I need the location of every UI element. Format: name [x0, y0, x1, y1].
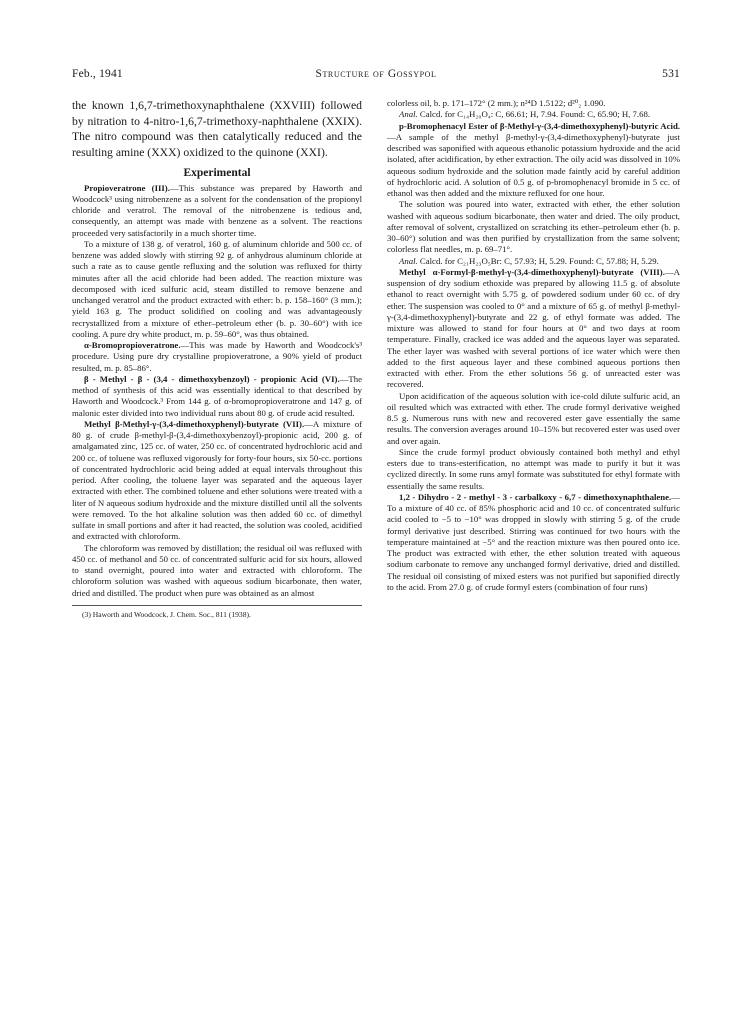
paragraph-workup: The solution was poured into water, extracted with ether, the ether solution washed with aqueous sodium bicarbonate, then water and dried. The oily product, after removal of solvent, crystallized on scratching its ether–petroleum ether (b. p. 30–60°) solution and was then purified by crystallization from the same solvent; colorless flat needles, m. p. 69–71°.	[387, 199, 680, 255]
paragraph-body: —To a mixture of 40 cc. of 85% phosphoric acid and 10 cc. of concentrated sulfuric acid cooled to −5 to −10° was dropped in slowly with stirring 5 g. of the crude formyl derivative just described. Stirring was continued for two hours with the temperature maintained at −5° and the reaction mixture was then poured onto ice. The product was extracted with ether, the ether solution treated with aqueous sodium carbonate to remove any unchanged formyl derivative, dried and distilled. The residual oil consisting of mixed esters was not purified but saponified directly to the acid. From 27.0 g. of crude formyl esters (combination of four runs)	[387, 491, 680, 592]
left-column	[72, 98, 362, 620]
section-heading-experimental: Experimental	[183, 167, 251, 180]
analysis-values: Calcd. for C₁₄H₂₀O₄: C, 66.61; H, 7.94. Found: C, 65.90; H, 7.68.	[419, 109, 651, 120]
paragraph-body: —This was made by Haworth and Woodcock's³ procedure. Using pure dry crystalline propioveratrone, a 90% yield of product resulted, m. p. 85–86°.	[72, 340, 362, 373]
paragraph-body: —A sample of the methyl β-methyl-γ-(3,4-dimethoxyphenyl)-butyrate just described was saponified with aqueous ethanolic potassium hydroxide and the acid isolated, after acidification, by ether extraction. The oily acid was dissolved in 10% aqueous sodium hydroxide and the solution made faintly acid by careful addition of hydrochloric acid. A solution of 0.5 g. of p-bromophenacyl bromide in 5 cc. of ethanol was then added and the mixture refluxed for one hour.	[387, 131, 680, 198]
paragraph-propioveratrone	[72, 183, 362, 239]
footnote-divider	[72, 605, 362, 606]
analysis-values: Calcd. for C₂₁H₂₃O₅Br: C, 57.93; H, 5.29. Found: C, 57.88; H, 5.29.	[419, 255, 659, 266]
paragraph-heading: Methyl β-Methyl-γ-(3,4-dimethoxyphenyl)-butyrate (VII).	[84, 418, 305, 429]
analysis-label: Anal.	[399, 109, 418, 120]
paragraph-bromophenacyl-ester	[387, 121, 680, 200]
analysis-1	[387, 109, 680, 120]
running-head-title: Structure of Gossypol	[315, 68, 437, 80]
paragraph-heading: β - Methyl - β - (3,4 - dimethoxybenzoyl) - propionic Acid (VI).	[84, 373, 340, 384]
paragraph-heading: α-Bromopropioveratrone.	[84, 340, 181, 351]
paragraph-dihydro-naphthalene	[387, 492, 680, 593]
paragraph-body: —A suspension of dry sodium ethoxide was prepared by allowing 11.5 g. of absolute ethanol to react overnight with 5.75 g. of powdered sodium under 60 cc. of dry ether. The suspension was cooled to 0° and a mixture of 65 g. of methyl β-methyl-γ-(3,4-dimethoxyphenyl)-butyrate and 22 g. of ethyl formate was added. The mixture was allowed to stand for four hours at 0° and two days at room temperature. Finally, cracked ice was added and the aqueous layer was separated. The ether layer was washed with several portions of ice water which were then added to the first aqueous layer and these combined aqueous portions then extracted with ether. From the ether solutions 56 g. of unreacted ester was recovered.	[387, 266, 680, 390]
paragraph-esterification: Since the crude formyl product obviously contained both methyl and ethyl esters due to trans-esterification, no attempt was made to purify it but it was cyclized directly. In some runs amyl formate was substituted for ethyl formate with essentially the same results.	[387, 446, 680, 491]
page-number: 531	[662, 68, 680, 80]
analysis-2	[387, 256, 680, 267]
paragraph-body: —The method of synthesis of this acid was essentially identical to that described by Haworth and Woodcock.³ From 144 g. of α-bromopropioveratrone and 147 g. of malonic ester divided into two individual runs about 80 g. of crude acid resulted.	[72, 373, 362, 418]
paragraph-heading: 1,2 - Dihydro - 2 - methyl - 3 - carbalkoxy - 6,7 - dimethoxynaphthalene.	[399, 491, 672, 502]
paragraph-heading: p-Bromophenacyl Ester of β-Methyl-γ-(3,4-dimethoxyphenyl)-butyric Acid.	[399, 120, 680, 131]
paragraph-heading: Methyl α-Formyl-β-methyl-γ-(3,4-dimethoxyphenyl)-butyrate (VIII).	[399, 266, 665, 277]
paragraph-continuation: colorless oil, b. p. 171–172° (2 mm.); n²⁴D 1.5122; d²⁰₂ 1.090.	[387, 98, 606, 108]
running-head-date: Feb., 1941	[72, 68, 123, 80]
paragraph-bromopropioveratrone	[72, 340, 362, 374]
analysis-label: Anal.	[399, 255, 418, 266]
paragraph-chloroform: The chloroform was removed by distillation; the residual oil was refluxed with 450 cc. of methanol and 50 cc. of concentrated sulfuric acid for six hours, allowed to stand overnight, poured into water and extracted with chloroform. The chloroform solution was washed with aqueous sodium bicarbonate, then water, dried and distilled. The product when pure was obtained as an almost	[72, 542, 362, 598]
paragraph-methyl-butyrate	[72, 419, 362, 543]
intro-continuation: the known 1,6,7-trimethoxynaphthalene (XXVIII) followed by nitration to 4-nitro-1,6,7-trimethoxy-naphthalene (XXIX). The nitro compound was then catalytically reduced and the resulting amine (XXX) oxidized to the quinone (XXI).	[72, 99, 362, 159]
running-head	[72, 68, 680, 84]
paragraph-body: —This substance was prepared by Haworth and Woodcock³ using nitrobenzene as a solvent for the condensation of the propionyl chloride and veratrol. The removal of the nitrobenzene is tedious and, consequently, an attempt was made with benzene as a solvent. The reactions proceeded very satisfactorily in a much shorter time.	[72, 182, 362, 238]
paragraph-acidification: Upon acidification of the aqueous solution with ice-cold dilute sulfuric acid, an oil resulted which was extracted with ether. The crude formyl derivative weighed 8.5 g. Numerous runs with new and recovered ester gave essentially the same results. The conversion averages around 10–15% but recovered ester was used over and over again.	[387, 390, 680, 446]
footnote-3: (3) Haworth and Woodcock, J. Chem. Soc., 811 (1938).	[82, 609, 251, 619]
paragraph-heading: Propioveratrone (III).	[84, 182, 170, 193]
paragraph-formyl-butyrate	[387, 267, 680, 391]
paragraph-propionic-acid	[72, 374, 362, 419]
right-column	[387, 98, 680, 593]
paragraph-body: —A mixture of 80 g. of crude β-methyl-β-(3,4-dimethoxybenzoyl)-propionic acid, 200 g. of amalgamated zinc, 125 cc. of water, 250 cc. of concentrated hydrochloric acid and 200 cc. of toluene was refluxed vigorously for forty-four hours, six 50-cc. portions of concentrated hydrochloric acid being added at equal intervals throughout this period. After cooling, the toluene layer was separated and the aqueous layer extracted with ether. The combined toluene and ether solutions were treated with a liter of N aqueous sodium hydroxide and the mixture distilled until all the solvents were removed. To the hot alkaline solution was then added 60 cc. of dimethyl sulfate in small portions and after it had reacted, the solution was cooled, acidified and extracted with chloroform.	[72, 418, 362, 542]
paragraph-procedure: To a mixture of 138 g. of veratrol, 160 g. of aluminum chloride and 500 cc. of benzene was added slowly with stirring 92 g. of anhydrous aluminum chloride at such a rate as to cause gentle refluxing and the solution was refluxed for thirty minutes after all the acid chloride had been added. The reaction mixture was decomposed with iced sulfuric acid, steam distilled to remove benzene and unchanged veratrol and the product extracted with ether: b. p. 158–160° (3 mm.); yield 163 g. The product solidified on cooling and was advantageously recrystallized from a mixture of ether–petroleum ether (b. p. 30–60°) with ice cooling. A pure dry white product, m. p. 59–60°, was thus obtained.	[72, 238, 362, 339]
